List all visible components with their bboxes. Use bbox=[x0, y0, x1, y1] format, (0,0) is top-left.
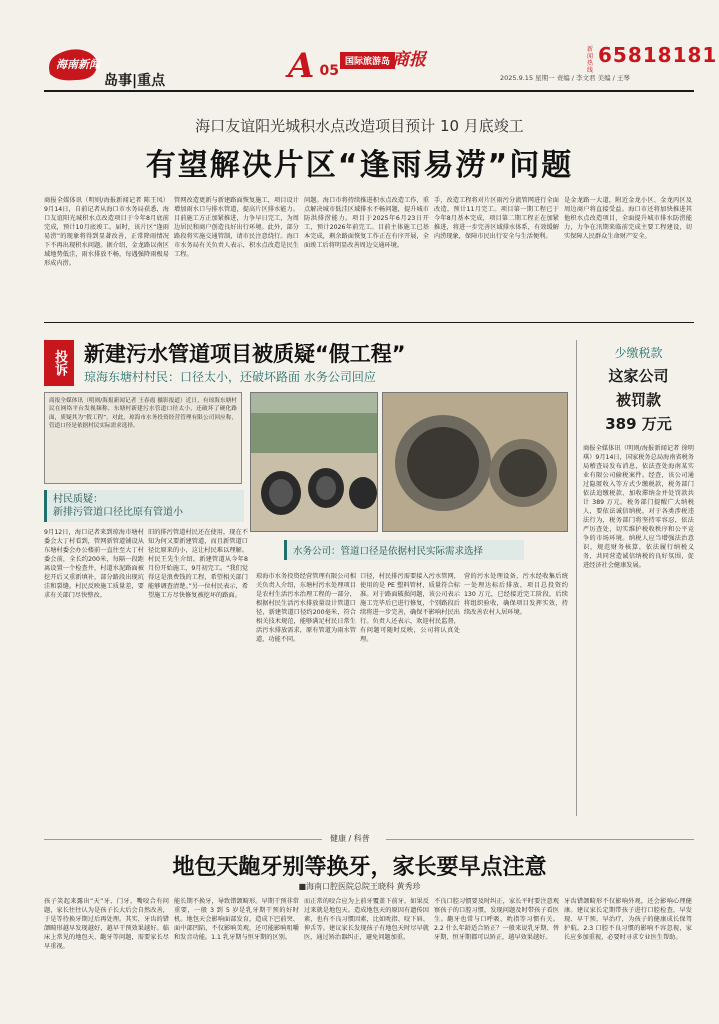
page-number bbox=[288, 46, 339, 86]
health-headline: 地包天龅牙别等换牙，家长要早点注意 bbox=[172, 855, 547, 880]
story2-col3: 琼海市水务投资经营管理有限公司相关负责人介绍，东塘村污水处理项目是农村生活污水治理工程的一部分，根据村民生活污水排放量设计管道口径，新建管道口径约200毫米，符合相关技术规范，能够满足村民日常生活污水排放需求，原有管道为雨水管道，功能不同。 bbox=[256, 573, 356, 643]
logo-text: 海南新闻 bbox=[56, 58, 100, 71]
story2-col4: 口径，村民排污需要接入污水管网，使用的是 PE 塑料管材，质量符合标准。对于路面破损问题，该公司表示施工完毕后已进行修复，个别路段后续将进一步完善，确保不影响村民出行。负责人还表示，欢迎村民监督，有问题可随时反映，公司将认真处理。 bbox=[360, 573, 460, 643]
page-number-digits: 05 bbox=[319, 63, 339, 79]
story1-headline: 有望解决片区“逢雨易涝”问题 bbox=[145, 148, 574, 183]
story2-col1: 9月12日，海口记者来到琼海市塘村委会大丁村看到，管网新管道铺设从东塘村委会办公楼前一直往至大丁村委会前，全长约200米，每隔一段距离设置一个检查井，村道水泥路面被挖开后又重新填补，部分路段出现坑洼和裂缝。村民反映施工质量差，要求有关部门尽快整改。 bbox=[44, 529, 144, 599]
health-rule-left bbox=[44, 839, 322, 840]
health-col2: 能长期不换牙，导致错颌畸形。早期干预非常重要，一般 3 到 5 岁是乳牙期干预的好时机。地包天会影响面部发育，造成下巴前突、面中部凹陷，不仅影响美观，还可能影响咀嚼和发音功能。1.1 乳牙期与恒牙期的区别。 bbox=[174, 898, 299, 941]
sidebar-kicker: 少缴税款 bbox=[614, 346, 663, 360]
story1-col3: 问题。海口市将持续推进积水点改造工作，重点解决城市低洼区域排水不畅问题，提升城市防洪排涝能力。项目于2025年6月23日开工，预计2026年前完工。目前主体施工已基本完成，剩余路面恢复工作正在有序开展，全面竣工后将明显改善周边交通环境。 bbox=[304, 197, 429, 249]
masthead-logo bbox=[44, 44, 104, 84]
paper-name: 国际旅游岛 bbox=[340, 52, 395, 69]
health-section-label: 健康 / 科普 bbox=[330, 834, 370, 843]
pipe-closeup-image bbox=[383, 393, 568, 532]
story2-subhead: 琼海东塘村村民：口径太小，还破坏路面 水务公司回应 bbox=[84, 370, 376, 384]
pipe-site-image bbox=[251, 393, 378, 532]
tax-sidebar bbox=[576, 340, 694, 816]
story2-subtitle2: 水务公司：管道口径是依据村民实际需求选择 bbox=[284, 540, 524, 560]
complaint-tag: 投诉 bbox=[44, 340, 74, 386]
sidebar-headline-1: 这家公司 bbox=[608, 367, 669, 385]
health-rule-right bbox=[386, 839, 694, 840]
photo-caption: 商报全媒体讯（明则/海报新闻记者 王春霞 摄影报道）近日，有琼海东塘村民在网络平台发视频称，东塘村新建污水管道口径太小，还破坏了硬化路面，质疑其为“假工程”。对此，琼海市水务投资经营管理有限公司回应称，管道口径是依据村民实际需求选择。 bbox=[49, 398, 237, 430]
story1-rule bbox=[44, 322, 694, 323]
story1-kicker: 海口友谊阳光城积水点改造项目预计 10 月底竣工 bbox=[195, 117, 524, 135]
story2-subtitle1: 村民质疑： 新排污管道口径比原有管道小 bbox=[44, 490, 244, 522]
story1-col2: 管网改造更新与新建路面恢复施工，项目设计增加雨水口与排水管道，提高片区排水能力。目前施工方正加紧推进，力争早日完工，为周边居民和商户创造良好出行环境。此外，部分路段将实施交通管制，请市民注意绕行。海口市水务局有关负责人表示，积水点改造是民生工程。 bbox=[174, 197, 299, 258]
story2-col2: 旧的排污管道村民还在使用，现在不知为何又要新建管道，而且新管道口径比原来的小，这让村民难以理解。村民王先生介绍，新建管道从今年8月份开始施工，9月初完工。“我们觉得这是浪费钱的工程，希望相关部门能够调查清楚。”另一位村民表示，希望施工方尽快修复被挖坏的路面。 bbox=[148, 529, 248, 599]
dateline: 2025.9.15 星期一 责编 / 李文君 美编 / 王琴 bbox=[500, 74, 630, 82]
page-letter: A bbox=[288, 46, 315, 86]
photo-caption-box bbox=[44, 392, 242, 484]
story2-headline: 新建污水管道项目被质疑“假工程” bbox=[84, 342, 406, 366]
sidebar-text: 商报全媒体讯（明则/海报新闻记者 徐明琪）9月14日，国家税务总局海南省税务局稽查局发布消息，依法查处海南某实业有限公司偷税案件。经查，该公司通过隐匿收入等方式少缴税款，税务部门依法追缴税款、加收滞纳金并处罚款共计 389 万元。税务部门提醒广大纳税人，要依法诚信纳税，对于各类涉税违法行为，税务部门将坚持零容忍，依法严厉查处，切实维护税收秩序和公平竞争的市场环境。纳税人应当增强法治意识，规范财务核算，依法履行纳税义务，共同营造诚信纳税的良好氛围，促进经济社会健康发展。 bbox=[583, 445, 694, 569]
hotline-label: 新闻热线 bbox=[587, 46, 594, 74]
sidebar-headline-3: 389 万元 bbox=[605, 415, 672, 433]
photo-pipe-closeup bbox=[382, 392, 568, 532]
section-label: 岛事|重点 bbox=[104, 73, 166, 89]
story2-col5: 营的污水处理设备，污水经收集后统一处理达标后排放，项目总投资约 130 万元，已经接近完工阶段，后续将组织验收，确保项目发挥实效，持续改善农村人居环境。 bbox=[464, 573, 568, 616]
sidebar-headline-2: 被罚款 bbox=[615, 391, 661, 409]
health-byline: ■海南口腔医院总院王晓科 黄秀珍 bbox=[298, 882, 421, 891]
header-rule bbox=[44, 90, 694, 92]
health-col3: 而正常的咬合应为上前牙覆盖下前牙，如果反过来就是地包天。造成地包天的原因有遗传因素，也有不良习惯因素，比如吮指、咬下唇、伸舌等。建议家长发现孩子有地包天时尽早就医，通过矫治器纠正，避免问题加重。 bbox=[304, 898, 429, 941]
photo-pipe-site bbox=[250, 392, 378, 532]
story1-col4: 手，改造工程将对片区雨污分流管网进行全面改造，预计11月完工。项目第一期工程已于今年8月基本完成，项目第二期工程正在加紧推进，将进一步完善区域排水体系，有效缓解内涝现象，保障市民出行安全与生活便利。 bbox=[434, 197, 559, 240]
health-col1: 孩子笑起来露出“天”牙、门牙，嘴咬合有问题，家长往往认为是孩子长大后会自然改善，于是等待换牙期过后再处理。其实，牙齿的错颌畸形越早发现越好，越早干预效果越好。临床上常见的地包天、龅牙等问题，需要家长尽早重视。 bbox=[44, 898, 169, 950]
story1-col5: 是金龙路一大道，附近金龙小区、金龙丙区及周边商户将直接受益。海口市还将加快推进其他积水点改造项目，全面提升城市排水防涝能力，力争在汛期来临前完成主要工程建设，切实保障人民群众生命财产安全。 bbox=[564, 197, 692, 240]
health-col4: 不良口腔习惯要及时纠正，家长平时要注意观察孩子的口腔习惯，发现问题及时带孩子看医生。龅牙也常与口呼吸、吮指等习惯有关。2.2 什么年龄适合矫正？一般来说乳牙期、替牙期、恒牙期都可以矫正，越早效果越好。 bbox=[434, 898, 559, 941]
health-col5: 牙齿错颌畸形不仅影响外观，还会影响心理健康。建议家长定期带孩子进行口腔检查，早发现、早干预、早治疗，为孩子的健康成长保驾护航。2.3 口腔不良习惯的影响不容忽视，家长应多加重视，必要时寻求专业医生帮助。 bbox=[564, 898, 692, 941]
hotline-number: 65818181 bbox=[598, 43, 718, 67]
paper-name-calligraphy: 商报 bbox=[392, 50, 426, 70]
story1-col1: 商报全媒体讯（明则/海报新闻记者 陈王凤）9月14日，自前记者从海口市水务局获悉，海口友谊阳光城积水点改造项目于今年8月底前完成，预计10月底竣工。届时，该片区“逢雨易涝”的现象将得到显著改善，正常降雨情况下不再出现积水问题。据介绍，金龙路以南区域地势低洼，雨水排放不畅，每遇强降雨极易形成内涝。 bbox=[44, 197, 169, 267]
